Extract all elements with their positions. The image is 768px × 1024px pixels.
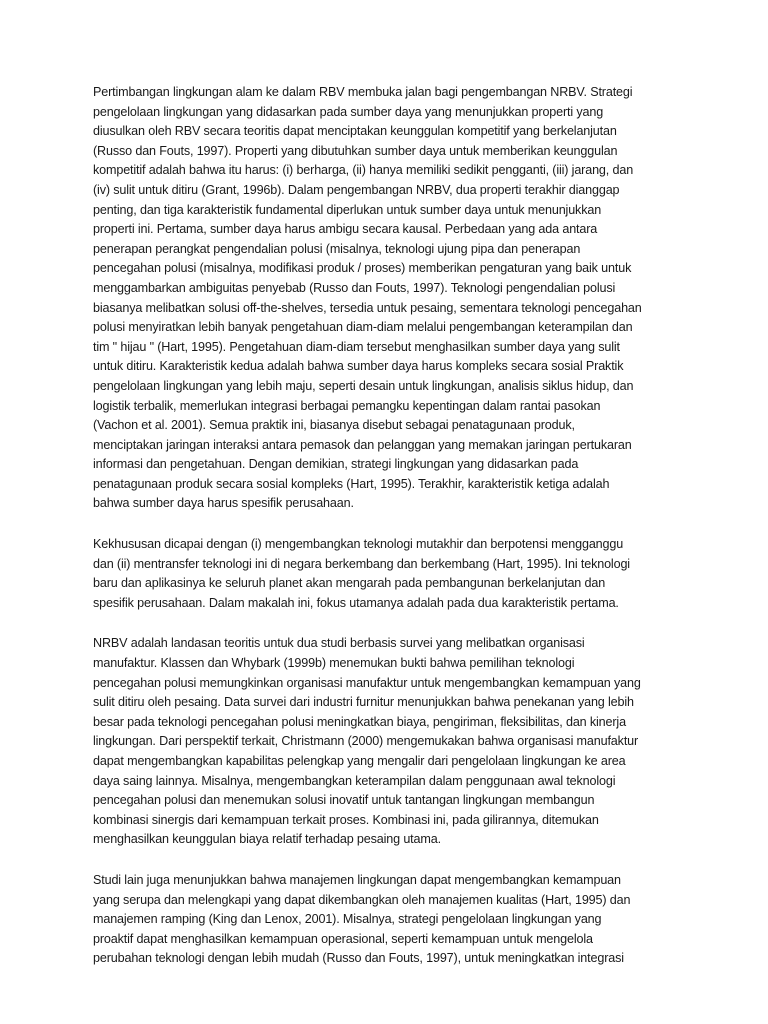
text-line: informasi dan pengetahuan. Dengan demikian, strategi lingkungan yang didasarkan pada bbox=[93, 457, 579, 472]
text-line: Kekhususan dicapai dengan (i) mengembangkan teknologi mutakhir dan berpotensi mengganggu bbox=[93, 537, 624, 552]
text-line: penting, dan tiga karakteristik fundamental diperlukan untuk sumber daya untuk menunjukkan bbox=[93, 202, 602, 217]
document-page bbox=[93, 83, 665, 990]
text-line: pengelolaan lingkungan yang lebih maju, seperti desain untuk lingkungan, analisis siklus hidup, dan bbox=[93, 378, 634, 393]
text-line: penatagunaan produk secara sosial kompleks (Hart, 1995). Terakhir, karakteristik ketiga adalah bbox=[93, 476, 610, 491]
text-line: (Russo dan Fouts, 1997). Properti yang dibutuhkan sumber daya untuk memberikan keunggulan bbox=[93, 143, 618, 158]
text-line: sulit ditiru oleh pesaing. Data survei dari industri furnitur menunjukkan bahwa penekanan yang lebih bbox=[93, 695, 634, 710]
text-line: besar pada teknologi pencegahan polusi meningkatkan biaya, pengiriman, fleksibilitas, dan kinerja bbox=[93, 714, 626, 729]
text-line: kompetitif adalah bahwa itu harus: (i) berharga, (ii) hanya memiliki sedikit pengganti, (iii) jarang, dan bbox=[93, 163, 634, 178]
text-line: manajemen ramping (King dan Lenox, 2001). Misalnya, strategi pengelolaan lingkungan yang bbox=[93, 912, 602, 927]
text-line: menggambarkan ambiguitas penyebab (Russo dan Fouts, 1997). Teknologi pengendalian polusi bbox=[93, 280, 616, 295]
text-line: untuk ditiru. Karakteristik kedua adalah bahwa sumber daya harus kompleks secara sosial Praktik bbox=[93, 359, 624, 374]
text-line: yang serupa dan melengkapi yang dapat dikembangkan oleh manajemen kualitas (Hart, 1995) dan bbox=[93, 892, 631, 907]
text-line: biasanya melibatkan solusi off-the-shelves, tersedia untuk pesaing, sementara teknologi pencegahan bbox=[93, 300, 642, 315]
text-line: polusi menyiratkan lebih banyak pengetahuan diam-diam melalui pengembangan keterampilan dan bbox=[93, 320, 633, 335]
text-line: NRBV adalah landasan teoritis untuk dua studi berbasis survei yang melibatkan organisasi bbox=[93, 636, 585, 651]
text-line: proaktif dapat menghasilkan kemampuan operasional, seperti kemampuan untuk mengelola bbox=[93, 931, 593, 946]
text-line: (Vachon et al. 2001). Semua praktik ini, biasanya disebut sebagai penatagunaan produk, bbox=[93, 418, 575, 433]
text-line: dapat mengembangkan kapabilitas pelengkap yang mengalir dari pengelolaan lingkungan ke area bbox=[93, 754, 626, 768]
text-line: lingkungan. Dari perspektif terkait, Christmann (2000) mengemukakan bahwa organisasi manufaktur bbox=[93, 734, 639, 749]
text-line: logistik terbalik, memerlukan integrasi berbagai pemangku kepentingan dalam rantai pasokan bbox=[93, 398, 601, 413]
text-line: menciptakan jaringan interaksi antara pemasok dan pelanggan yang memakan jaringan pertukaran bbox=[93, 437, 632, 452]
text-line: bahwa sumber daya harus spesifik perusahaan. bbox=[93, 496, 354, 511]
text-line: menghasilkan keunggulan biaya relatif terhadap pesaing utama. bbox=[93, 832, 441, 847]
text-line: penerapan perangkat pengendalian polusi (misalnya, teknologi ujung pipa dan penerapan bbox=[93, 241, 581, 256]
text-line: perubahan teknologi dengan lebih mudah (Russo dan Fouts, 1997), untuk meningkatkan integrasi bbox=[93, 951, 624, 966]
text-line: manufaktur. Klassen dan Whybark (1999b) menemukan bukti bahwa pemilihan teknologi bbox=[93, 656, 575, 671]
text-line: daya saing lainnya. Misalnya, mengembangkan keterampilan dalam penggunaan awal teknologi bbox=[93, 773, 616, 788]
paragraph-3 bbox=[93, 634, 665, 850]
paragraph-4 bbox=[93, 871, 665, 969]
paragraph-1 bbox=[93, 83, 665, 514]
text-line: dan (ii) mentransfer teknologi ini di negara berkembang dan berkembang (Hart, 1995). Ini teknologi bbox=[93, 556, 630, 571]
text-line: Pertimbangan lingkungan alam ke dalam RBV membuka jalan bagi pengembangan NRBV. Strategi bbox=[93, 85, 633, 99]
paragraph-2 bbox=[93, 535, 665, 613]
text-line: properti ini. Pertama, sumber daya harus ambigu secara kausal. Perbedaan yang ada antara bbox=[93, 222, 598, 237]
text-line: pencegahan polusi dan menemukan solusi inovatif untuk tantangan lingkungan membangun bbox=[93, 793, 595, 808]
text-line: spesifik perusahaan. Dalam makalah ini, fokus utamanya adalah pada dua karakteristik pertama. bbox=[93, 595, 619, 610]
text-line: diusulkan oleh RBV secara teoritis dapat menciptakan keunggulan kompetitif yang berkelanjutan bbox=[93, 124, 617, 139]
text-line: kombinasi sinergis dari kemampuan terkait proses. Kombinasi ini, pada gilirannya, ditemukan bbox=[93, 812, 599, 827]
text-line: pencegahan polusi memungkinkan organisasi manufaktur untuk mengembangkan kemampuan yang bbox=[93, 675, 641, 690]
text-line: pencegahan polusi (misalnya, modifikasi produk / proses) memberikan pengaturan yang baik untuk bbox=[93, 261, 632, 276]
text-line: baru dan aplikasinya ke seluruh planet akan mengarah pada pembangunan berkelanjutan dan bbox=[93, 576, 606, 591]
text-line: Studi lain juga menunjukkan bahwa manajemen lingkungan dapat mengembangkan kemampuan bbox=[93, 872, 621, 887]
text-line: pengelolaan lingkungan yang didasarkan pada sumber daya yang menunjukkan properti yang bbox=[93, 104, 604, 119]
text-line: (iv) sulit untuk ditiru (Grant, 1996b). Dalam pengembangan NRBV, dua properti terakhir dianggap bbox=[93, 182, 620, 197]
text-line: tim " hijau " (Hart, 1995). Pengetahuan diam-diam tersebut menghasilkan sumber daya yang sulit bbox=[93, 339, 620, 354]
